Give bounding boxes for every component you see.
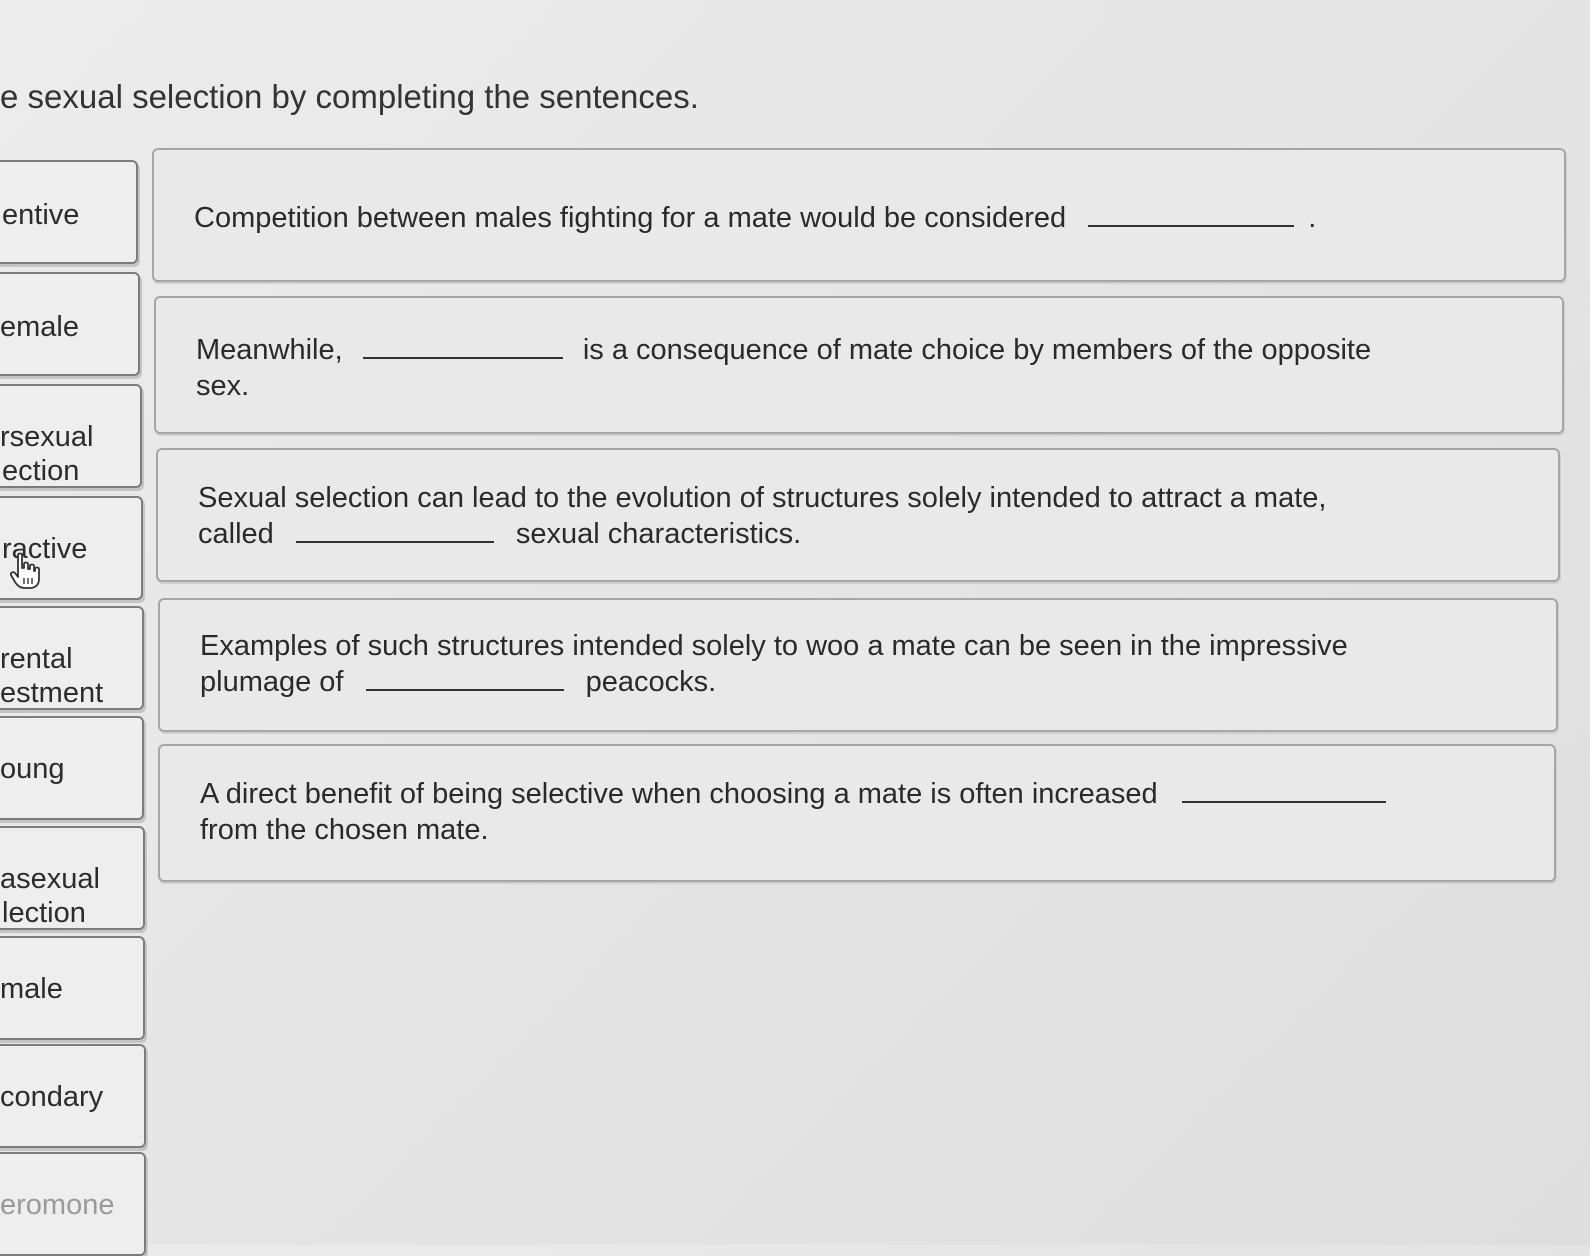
word-tile-label: rsexual bbox=[0, 421, 94, 453]
word-tile-label-line2: ection bbox=[2, 455, 80, 487]
question-4-text-end: peacocks. bbox=[585, 666, 717, 698]
question-1-text: Competition between males fighting for a mate would be considered bbox=[194, 202, 1067, 234]
word-tile-label: male bbox=[0, 973, 63, 1005]
question-4-line1: Examples of such structures intended solely to woo a mate can be seen in the impressive bbox=[200, 630, 1348, 662]
answer-blank-1[interactable] bbox=[1088, 203, 1294, 227]
question-1-period: . bbox=[1308, 202, 1317, 234]
word-tile-male[interactable] bbox=[0, 936, 145, 1040]
word-tile-oung[interactable] bbox=[0, 716, 144, 820]
word-tile-label: entive bbox=[2, 199, 80, 231]
word-tile-rsexual-ection[interactable] bbox=[0, 384, 142, 488]
answer-blank-2[interactable] bbox=[363, 335, 563, 359]
question-2-text-start: Meanwhile, bbox=[196, 334, 343, 366]
question-5-line1 bbox=[200, 776, 1386, 812]
word-tile-label-line2: lection bbox=[2, 897, 86, 929]
instruction-text: e sexual selection by completing the sentences. bbox=[0, 78, 699, 115]
word-tile-entive[interactable] bbox=[0, 160, 138, 264]
word-tile-label: eromone bbox=[0, 1189, 115, 1221]
question-3-line1: Sexual selection can lead to the evolution of structures solely intended to attract a mate, bbox=[198, 482, 1327, 514]
question-box-4 bbox=[158, 598, 1558, 732]
question-2-line2: sex. bbox=[196, 370, 250, 402]
word-bank bbox=[0, 0, 150, 1245]
question-4-line2 bbox=[200, 664, 716, 700]
question-4-text-start: plumage of bbox=[200, 666, 344, 698]
answer-blank-3[interactable] bbox=[296, 519, 494, 543]
question-box-5 bbox=[158, 744, 1556, 882]
question-2-text-end: is a consequence of mate choice by members of the opposite bbox=[582, 334, 1372, 366]
question-3-text-start: called bbox=[198, 518, 274, 550]
question-1-line1 bbox=[194, 200, 1316, 236]
question-3-line2 bbox=[198, 516, 801, 552]
word-tile-condary[interactable] bbox=[0, 1044, 146, 1148]
question-2-line1 bbox=[196, 332, 1371, 368]
word-tile-label-line2: estment bbox=[0, 677, 104, 709]
word-tile-asexual-lection[interactable] bbox=[0, 826, 145, 930]
word-tile-emale[interactable] bbox=[0, 272, 140, 376]
word-tile-rental-estment[interactable] bbox=[0, 606, 144, 710]
answer-blank-4[interactable] bbox=[366, 667, 564, 691]
question-5-line2: from the chosen mate. bbox=[200, 814, 489, 846]
question-3-text-end: sexual characteristics. bbox=[515, 518, 802, 550]
question-5-text-start: A direct benefit of being selective when choosing a mate is often increased bbox=[200, 778, 1158, 810]
word-tile-label: emale bbox=[0, 311, 79, 343]
word-tile-label: rental bbox=[0, 643, 73, 675]
answer-blank-5[interactable] bbox=[1182, 779, 1386, 803]
word-tile-label: ractive bbox=[2, 533, 88, 565]
question-box-1 bbox=[152, 148, 1566, 282]
hand-pointer-icon bbox=[8, 552, 42, 590]
word-tile-label: condary bbox=[0, 1081, 104, 1113]
word-tile-label: asexual bbox=[0, 863, 100, 895]
question-box-2 bbox=[154, 296, 1564, 434]
word-tile-eromone[interactable] bbox=[0, 1152, 146, 1256]
word-tile-label: oung bbox=[0, 753, 65, 785]
question-box-3 bbox=[156, 448, 1560, 582]
